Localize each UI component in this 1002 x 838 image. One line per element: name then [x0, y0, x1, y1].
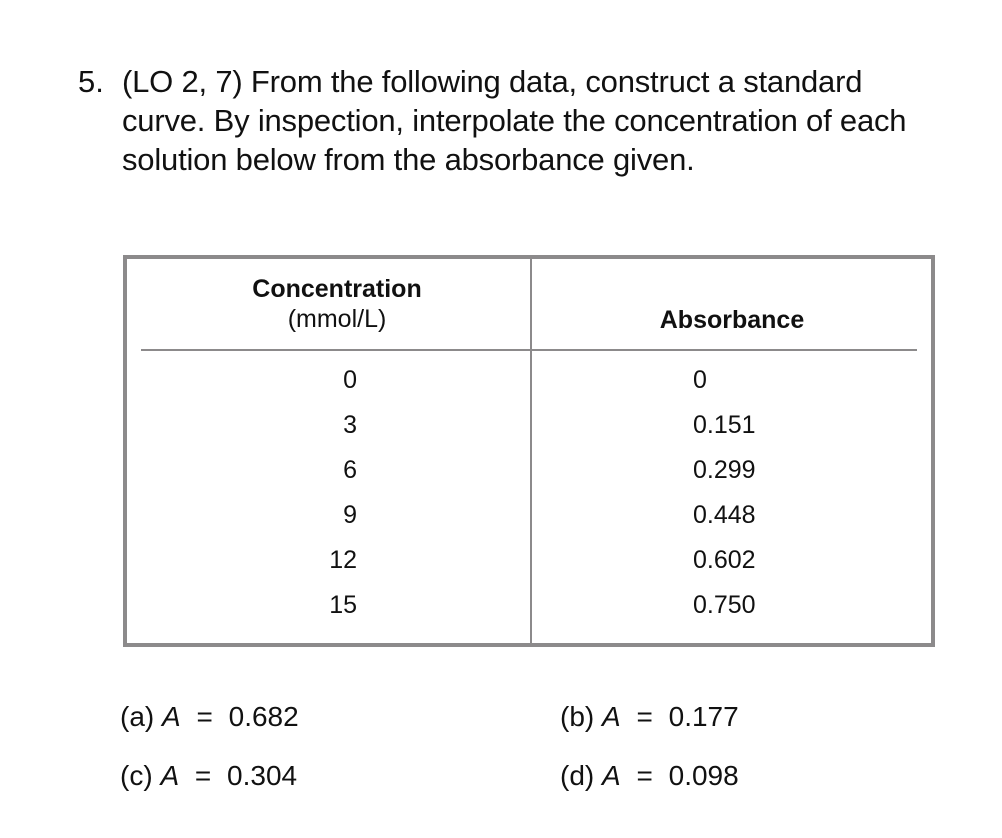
part-variable: A [602, 701, 621, 732]
part-b [560, 700, 739, 734]
concentration-cell: 3 [343, 411, 357, 439]
absorbance-cell: 0.151 [693, 411, 756, 439]
table-row [127, 590, 931, 635]
equals-sign: = [636, 760, 653, 791]
question-number: 5. [78, 64, 104, 99]
absorbance-cell: 0.299 [693, 456, 756, 484]
table-row [127, 500, 931, 545]
part-d [560, 759, 739, 793]
absorbance-cell: 0.750 [693, 591, 756, 619]
question-block [78, 62, 948, 179]
table-row [127, 455, 931, 500]
absorbance-cell: 0 [693, 366, 707, 394]
concentration-cell: 15 [329, 591, 357, 619]
absorbance-header: Absorbance [659, 306, 805, 334]
part-label: (b) [560, 701, 595, 732]
concentration-header-unit: (mmol/L) [287, 305, 387, 333]
part-variable: A [602, 760, 621, 791]
part-variable: A [162, 701, 181, 732]
equals-sign: = [196, 701, 213, 732]
part-a [120, 700, 299, 734]
part-label: (c) [120, 760, 153, 791]
absorbance-cell: 0.602 [693, 546, 756, 574]
absorbance-cell: 0.448 [693, 501, 756, 529]
table-row [127, 365, 931, 410]
concentration-header [127, 274, 547, 334]
concentration-cell: 12 [329, 546, 357, 574]
header-rule [141, 349, 917, 351]
part-value: 0.177 [668, 701, 739, 732]
concentration-header-title: Concentration [252, 275, 422, 303]
equals-sign: = [194, 760, 212, 791]
data-table [123, 255, 935, 647]
table-row [127, 410, 931, 455]
table-body [127, 365, 931, 635]
part-variable: A [160, 760, 180, 791]
concentration-cell: 0 [343, 366, 357, 394]
part-value: 0.682 [228, 701, 299, 732]
table-row [127, 545, 931, 590]
concentration-cell: 9 [343, 501, 357, 529]
part-value: 0.098 [668, 760, 739, 791]
part-label: (a) [120, 701, 155, 732]
part-c [120, 759, 297, 793]
equals-sign: = [636, 701, 653, 732]
concentration-cell: 6 [343, 456, 357, 484]
part-label: (d) [560, 760, 595, 791]
part-value: 0.304 [227, 760, 298, 791]
question-text: (LO 2, 7) From the following data, construct a standard curve. By inspection, interpolate the concentration of each solution below from the absorbance given. [122, 64, 907, 177]
